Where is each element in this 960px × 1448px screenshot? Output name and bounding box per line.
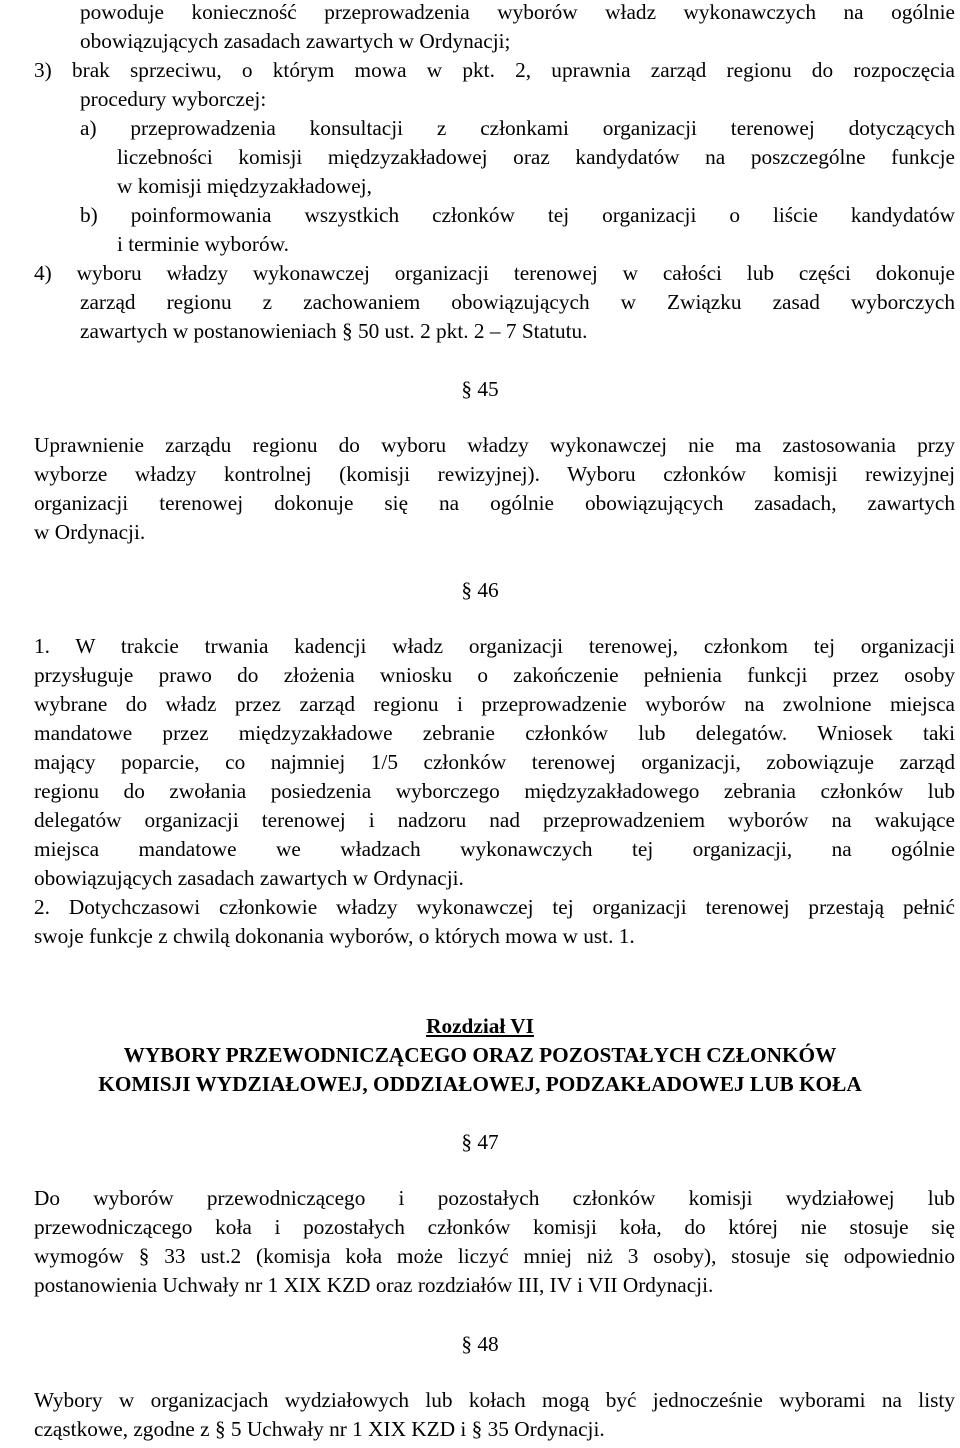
- paragraph-line: Uprawnienie zarządu regionu do wyboru władzy wykonawczej nie ma zastosowania przy: [34, 433, 955, 457]
- paragraph-line: przewodniczącego koła i pozostałych członków komisji koła, do której nie stosuje się: [34, 1215, 955, 1239]
- text-line: w komisji międzyzakładowej,: [117, 174, 372, 198]
- chapter-title: Rozdział VI: [426, 1014, 534, 1038]
- paragraph-line: delegatów organizacji terenowej i nadzoru nad przeprowadzeniem wyborów na wakujące: [34, 808, 955, 832]
- list-item-3: 3) brak sprzeciwu, o którym mowa w pkt. 2, uprawnia zarząd regionu do rozpoczęcia: [34, 58, 955, 82]
- paragraph-line: mający poparcie, co najmniej 1/5 członków terenowej organizacji, zobowiązuje zarząd: [34, 750, 955, 774]
- list-item-a: a) przeprowadzenia konsultacji z członkami organizacji terenowej dotyczących: [80, 116, 955, 140]
- paragraph-line: w Ordynacji.: [34, 520, 146, 544]
- paragraph-line: regionu do zwołania posiedzenia wyborczego międzyzakładowego zebrania członków lub: [34, 779, 955, 803]
- paragraph-line: wyborze władzy kontrolnej (komisji rewizyjnej). Wyboru członków komisji rewizyjnej: [34, 462, 955, 486]
- paragraph-line: swoje funkcje z chwilą dokonania wyborów, o których mowa w ust. 1.: [34, 924, 635, 948]
- paragraph-line: Wybory w organizacjach wydziałowych lub kołach mogą być jednocześnie wyborami na listy: [34, 1388, 955, 1412]
- paragraph-line: 2. Dotychczasowi członkowie władzy wykonawczej tej organizacji terenowej przestają pełnić: [34, 895, 955, 919]
- paragraph-line: cząstkowe, zgodne z § 5 Uchwały nr 1 XIX KZD i § 35 Ordynacji.: [34, 1417, 605, 1441]
- chapter-subtitle: WYBORY PRZEWODNICZĄCEGO ORAZ POZOSTAŁYCH CZŁONKÓW: [123, 1043, 837, 1067]
- chapter-subtitle: KOMISJI WYDZIAŁOWEJ, ODDZIAŁOWEJ, PODZAKŁADOWEJ LUB KOŁA: [98, 1072, 862, 1096]
- section-heading-46: § 46: [461, 578, 499, 602]
- text-line: procedury wyborczej:: [80, 87, 267, 111]
- text-line: zawartych w postanowieniach § 50 ust. 2 pkt. 2 – 7 Statutu.: [80, 319, 588, 343]
- text-line: i terminie wyborów.: [117, 232, 289, 256]
- section-heading-47: § 47: [461, 1130, 499, 1154]
- paragraph-line: 1. W trakcie trwania kadencji władz organizacji terenowej, członkom tej organizacji: [34, 634, 955, 658]
- text-line: liczebności komisji międzyzakładowej oraz kandydatów na poszczególne funkcje: [117, 145, 955, 169]
- paragraph-line: wymogów § 33 ust.2 (komisja koła może liczyć mniej niż 3 osoby), stosuje się odpowiednio: [34, 1244, 955, 1268]
- paragraph-line: wybrane do władz przez zarząd regionu i przeprowadzenie wyborów na zwolnione miejsca: [34, 692, 955, 716]
- paragraph-line: organizacji terenowej dokonuje się na ogólnie obowiązujących zasadach, zawartych: [34, 491, 955, 515]
- text-line: zarząd regionu z zachowaniem obowiązujących w Związku zasad wyborczych: [80, 290, 955, 314]
- list-item-b: b) poinformowania wszystkich członków tej organizacji o liście kandydatów: [80, 203, 955, 227]
- paragraph-line: postanowienia Uchwały nr 1 XIX KZD oraz rozdziałów III, IV i VII Ordynacji.: [34, 1273, 714, 1297]
- section-heading-48: § 48: [461, 1332, 499, 1356]
- paragraph-line: miejsca mandatowe we władzach wykonawczych tej organizacji, na ogólnie: [34, 837, 955, 861]
- paragraph-line: mandatowe przez międzyzakładowe zebranie członków lub delegatów. Wniosek taki: [34, 721, 955, 745]
- paragraph-line: przysługuje prawo do złożenia wniosku o zakończenie pełnienia funkcji przez osoby: [34, 663, 955, 687]
- text-line: obowiązujących zasadach zawartych w Ordynacji;: [80, 29, 511, 53]
- section-heading-45: § 45: [461, 377, 499, 401]
- text-line: powoduje konieczność przeprowadzenia wyborów władz wykonawczych na ogólnie: [80, 0, 955, 24]
- paragraph-line: obowiązujących zasadach zawartych w Ordynacji.: [34, 866, 464, 890]
- list-item-4: 4) wyboru władzy wykonawczej organizacji terenowej w całości lub części dokonuje: [34, 261, 955, 285]
- paragraph-line: Do wyborów przewodniczącego i pozostałych członków komisji wydziałowej lub: [34, 1186, 955, 1210]
